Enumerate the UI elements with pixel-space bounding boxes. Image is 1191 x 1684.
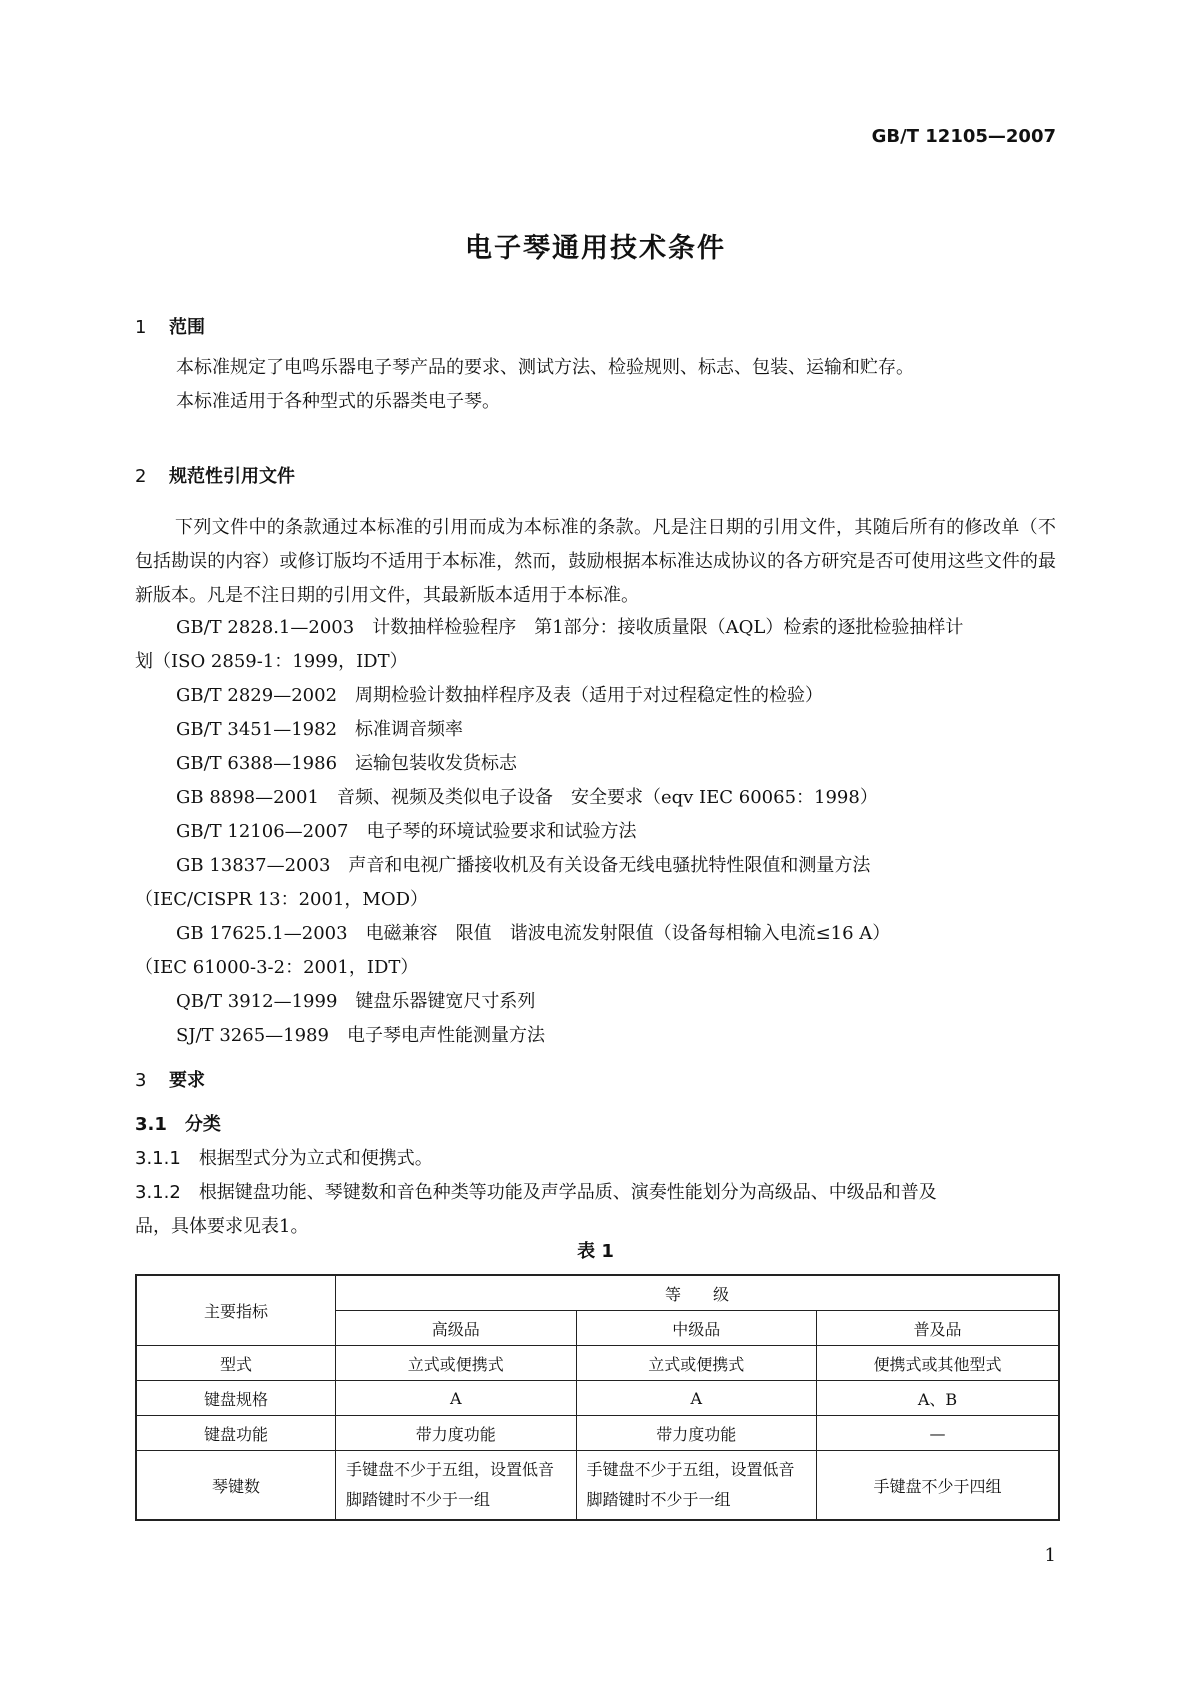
grade-header: 高级品 [336,1311,576,1346]
table-header-row [136,1275,1059,1311]
reference-title: 电子琴电声性能测量方法 [346,1025,545,1046]
reference-item [176,851,870,877]
section-title: 范围 [169,317,205,338]
reference-code: SJ/T 3265—1989 [176,1025,329,1046]
section-title: 规范性引用文件 [169,466,295,487]
reference-code: GB/T 3451—1982 [176,719,338,740]
reference-code: GB/T 2829—2002 [176,685,338,706]
clause-3-1-2 [135,1178,937,1204]
clause-text: 根据键盘功能、琴键数和音色种类等功能及声学品质、演奏性能划分为高级品、中级品和普及 [198,1182,937,1203]
clause-3-1-1 [135,1144,433,1170]
row-label: 琴键数 [136,1451,336,1521]
section-2-heading [135,462,295,488]
section-number: 2 [135,466,147,487]
reference-title: 标准调音频率 [355,719,464,740]
standard-code: GB/T 12105—2007 [871,126,1056,147]
table-row [136,1381,1059,1416]
reference-title: 计数抽样检验程序 第1部分：接收质量限（AQL）检索的逐批检验抽样计 [372,617,964,638]
page-number: 1 [1044,1545,1056,1566]
document-title: 电子琴通用技术条件 [465,233,726,264]
table-cell: 便携式或其他型式 [817,1346,1060,1381]
grade-header: 中级品 [576,1311,816,1346]
reference-title: 键盘乐器键宽尺寸系列 [355,991,536,1012]
reference-code: GB/T 12106—2007 [176,821,349,842]
table-group-header: 等 级 [336,1275,1059,1311]
scope-paragraph-2: 本标准适用于各种型式的乐器类电子琴。 [176,391,500,412]
subsection-3-1-heading [135,1110,221,1136]
section-number: 3 [135,1070,147,1091]
reference-continuation: （IEC 61000-3-2：2001，IDT） [135,957,419,978]
row-label: 型式 [136,1346,336,1381]
table-cell: — [817,1416,1060,1451]
reference-title: 运输包装收发货标志 [355,753,518,774]
reference-title: 音频、视频及类似电子设备 安全要求（eqv IEC 60065：1998） [336,787,878,808]
section-3-heading [135,1066,205,1092]
section-1-heading [135,313,205,339]
row-label: 键盘规格 [136,1381,336,1416]
table-caption: 表 1 [577,1241,614,1262]
table-cell: A [576,1381,816,1416]
table-cell: A、B [817,1381,1060,1416]
table-row [136,1346,1059,1381]
scope-paragraph-1: 本标准规定了电鸣乐器电子琴产品的要求、测试方法、检验规则、标志、包装、运输和贮存。 [176,357,914,378]
table-cell: 手键盘不少于五组，设置低音脚踏键时不少于一组 [336,1451,576,1521]
reference-item [176,919,890,945]
table-cell: 立式或便携式 [576,1346,816,1381]
reference-item [176,613,963,639]
reference-title: 电子琴的环境试验要求和试验方法 [366,821,637,842]
reference-code: GB/T 6388—1986 [176,753,338,774]
table-cell: 手键盘不少于五组，设置低音脚踏键时不少于一组 [576,1451,816,1521]
reference-code: GB/T 2828.1—2003 [176,617,355,638]
section-title: 要求 [169,1070,205,1091]
table-corner-cell: 主要指标 [136,1275,336,1346]
reference-title: 周期检验计数抽样程序及表（适用于对过程稳定性的检验） [355,685,824,706]
reference-code: GB 13837—2003 [176,855,331,876]
reference-code: QB/T 3912—1999 [176,991,338,1012]
section-number: 1 [135,317,147,338]
subsection-number: 3.1 [135,1114,167,1135]
reference-item [176,749,517,775]
clause-number: 3.1.2 [135,1182,181,1203]
reference-item [176,715,463,741]
table-row [136,1416,1059,1451]
reference-item [176,681,823,707]
reference-title: 电磁兼容 限值 谐波电流发射限值（设备每相输入电流≤16 A） [365,923,891,944]
table-row [136,1451,1059,1521]
reference-item [176,783,878,809]
table-cell: 带力度功能 [336,1416,576,1451]
grade-table [135,1274,1060,1521]
reference-continuation: 划（ISO 2859-1：1999，IDT） [135,651,408,672]
reference-item [176,817,636,843]
reference-code: GB 17625.1—2003 [176,923,348,944]
subsection-title: 分类 [184,1114,221,1135]
reference-title: 声音和电视广播接收机及有关设备无线电骚扰特性限值和测量方法 [348,855,871,876]
table-cell: A [336,1381,576,1416]
references-intro: 下列文件中的条款通过本标准的引用而成为本标准的条款。凡是注日期的引用文件，其随后所有的修改单（不包括勘误的内容）或修订版均不适用于本标准，然而，鼓励根据本标准达成协议的各方研究是否可使用这些文件的最新版本。凡是不注日期的引用文件，其最新版本适用于本标准。 [135,517,1056,606]
reference-code: GB 8898—2001 [176,787,319,808]
clause-number: 3.1.1 [135,1148,181,1169]
clause-3-1-2-continuation: 品，具体要求见表1。 [135,1216,309,1237]
table-cell: 立式或便携式 [336,1346,576,1381]
clause-text: 根据型式分为立式和便携式。 [198,1148,433,1169]
grade-header: 普及品 [817,1311,1060,1346]
reference-continuation: （IEC/CISPR 13：2001，MOD） [135,889,429,910]
table-cell: 手键盘不少于四组 [817,1451,1060,1521]
row-label: 键盘功能 [136,1416,336,1451]
reference-item [176,1021,545,1047]
table-cell: 带力度功能 [576,1416,816,1451]
reference-item [176,987,535,1013]
